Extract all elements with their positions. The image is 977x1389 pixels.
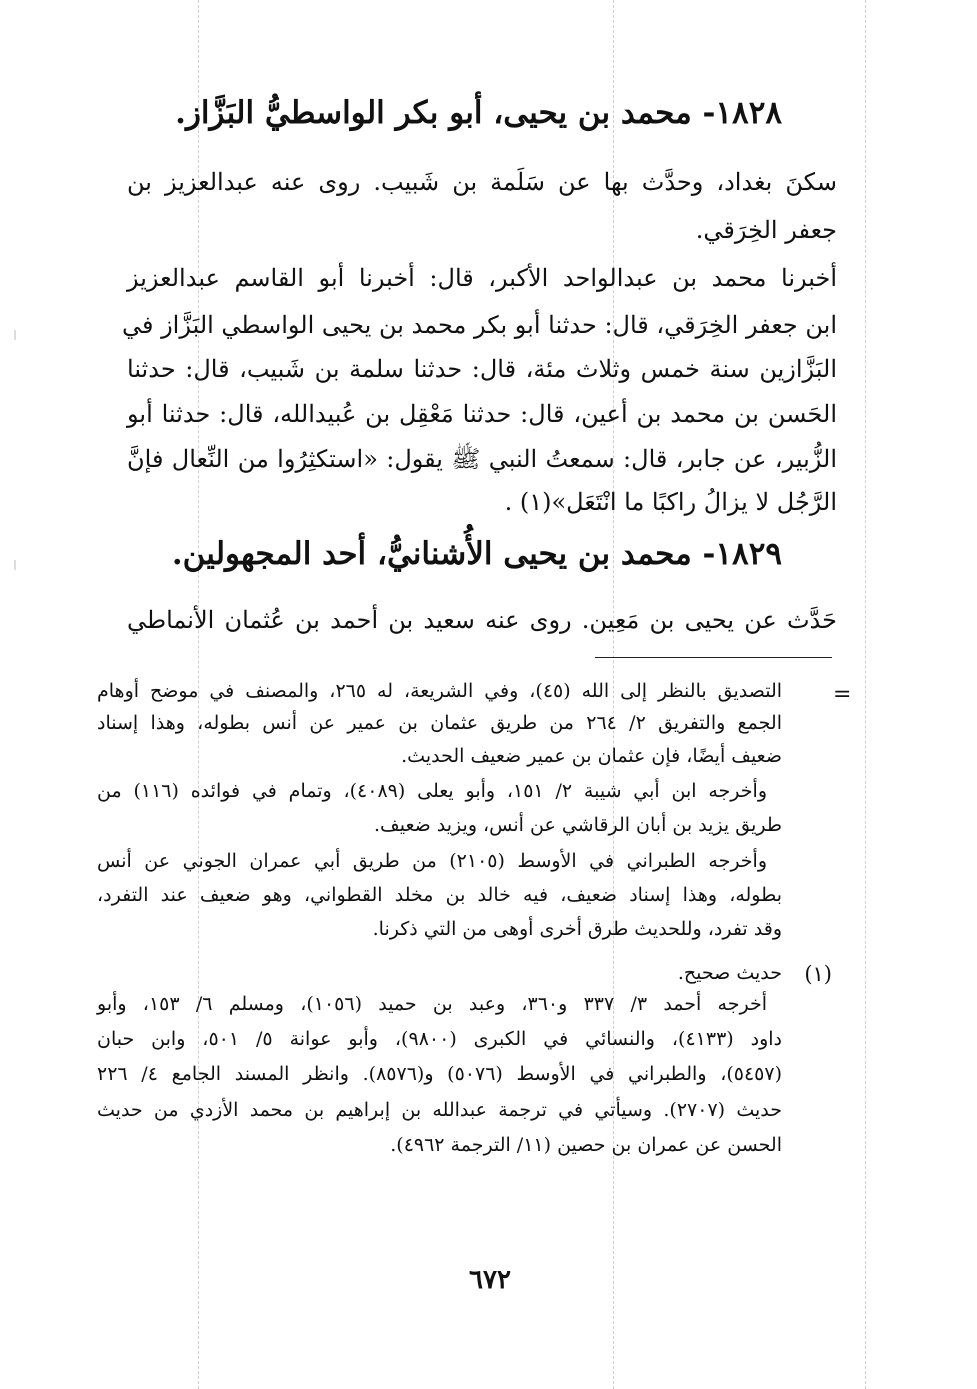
- entry-heading-1829: ١٨٢٩- محمد بن يحيى الأُشنانيُّ، أحد المجهولين.: [171, 536, 782, 572]
- footnote-continuation-mark: =: [833, 682, 852, 707]
- footnote-line: أخرجه أحمد ٣/ ٣٣٧ و٣٦٠، وعبد بن حميد (١٠٥٦)، ومسلم ٦/ ١٥٣، وأبو: [97, 993, 767, 1015]
- entry-1828-line: الحَسن بن محمد بن أعين، قال: حدثنا مَعْقِل بن عُبيدالله، قال: حدثنا أبو: [127, 400, 837, 428]
- footnote-line: وأخرجه الطبراني في الأوسط (٢١٠٥) من طريق أبي عمران الجوني عن أنس: [97, 850, 768, 872]
- footnote-line: بطوله، وهذا إسناد ضعيف، فيه خالد بن مخلد القطواني، وهو ضعيف عند التفرد،: [97, 884, 782, 906]
- scan-guide-line: [865, 0, 866, 1389]
- footnote-line: وأخرجه ابن أبي شيبة ٢/ ١٥١، وأبو يعلى (٤٠٨٩)، وتمام في فوائده (١١٦) من: [97, 780, 767, 802]
- entry-1828-line: البَزَّازين سنة خمس وثلاث مئة، قال: حدثنا سلمة بن شَبيب، قال: حدثنا: [127, 355, 837, 383]
- footnote-line: وقد تفرد، وللحديث طرق أخرى أوهى من التي ذكرنا.: [372, 918, 782, 940]
- scan-mark: [14, 560, 16, 570]
- entry-1829-line: حَدَّث عن يحيى بن مَعِين. روى عنه سعيد بن أحمد بن عُثمان الأنماطي: [127, 606, 837, 634]
- footnote-line: حديث صحيح.: [677, 962, 782, 984]
- footnote-number: (١): [804, 962, 832, 986]
- footnote-line: طريق يزيد بن أبان الرقاشي عن أنس، ويزيد ضعيف.: [374, 814, 782, 836]
- footnote-line: الجمع والتفريق ٢/ ٢٦٤ من طريق عثمان بن عمير عن أنس بطوله، وهذا إسناد: [97, 712, 782, 734]
- entry-1828-line: الرَّجُل لا يزالُ راكبًا ما انْتَعَل»(١) .: [504, 488, 837, 516]
- footnote-line: ضعيف أيضًا، فإن عثمان بن عمير ضعيف الحديث.: [401, 745, 782, 767]
- entry-1828-line: أخبرنا محمد بن عبدالواحد الأكبر، قال: أخبرنا أبو القاسم عبدالعزيز: [127, 264, 837, 292]
- entry-1828-line: الزُّبير، عن جابر، قال: سمعتُ النبي ﷺ يقول: «استكثِرُوا من النِّعال فإنَّ: [127, 445, 837, 473]
- scan-mark: [14, 330, 16, 340]
- entry-1828-line: ابن جعفر الخِرَقي، قال: حدثنا أبو بكر محمد بن يحيى الواسطي البَزَّاز في: [121, 311, 837, 339]
- footnote-line: داود (٤١٣٣)، والنسائي في الكبرى (٩٨٠٠)، وأبو عوانة ٥/ ٥٠١، وابن حبان: [97, 1028, 783, 1050]
- entry-1828-line: جعفر الخِرَقي.: [695, 216, 837, 244]
- footnote-line: (٥٤٥٧)، والطبراني في الأوسط (٥٠٧٦) و(٨٥٧٦). وانظر المسند الجامع ٤/ ٢٢٦: [97, 1063, 782, 1085]
- footnote-line: حديث (٢٧٠٧). وسيأتي في ترجمة عبدالله بن إبراهيم بن محمد الأزدي من حديث: [97, 1099, 782, 1121]
- footnote-line: الحسن عن عمران بن حصين (١١/ الترجمة ٤٩٦٢).: [390, 1134, 782, 1156]
- footnote-line: التصديق بالنظر إلى الله (٤٥)، وفي الشريعة، له ٢٦٥، والمصنف في موضح أوهام: [97, 680, 783, 702]
- page-number: ٦٧٢: [469, 1265, 511, 1295]
- footnote-separator: [595, 657, 832, 658]
- entry-1828-line: سكنَ بغداد، وحدَّث بها عن سَلَمة بن شَبيب. روى عنه عبدالعزيز بن: [127, 168, 837, 196]
- entry-heading-1828: ١٨٢٨- محمد بن يحيى، أبو بكر الواسطيُّ البَزَّاز.: [175, 95, 782, 131]
